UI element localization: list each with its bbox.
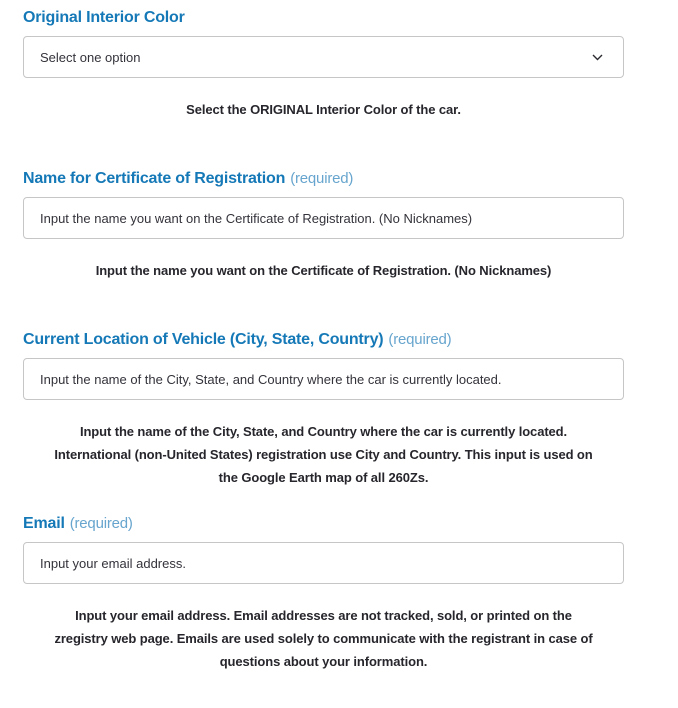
interior-color-select[interactable] (23, 36, 624, 78)
field-label-email (23, 513, 624, 534)
required-badge: (required) (69, 515, 133, 532)
field-help-email: Input your email address. Email addresses are not tracked, sold, or printed on the zregistry web page. Emails are used solely to communicate with the registrant in case of questions about your information. (54, 608, 593, 669)
field-label-text: Current Location of Vehicle (City, State, Country) (23, 331, 384, 348)
certificate-name-input[interactable] (23, 197, 624, 239)
email-input[interactable] (23, 542, 624, 584)
required-badge: (required) (388, 331, 452, 348)
registration-form (23, 0, 624, 673)
vehicle-location-input[interactable] (23, 358, 624, 400)
required-badge: (required) (290, 170, 354, 187)
field-original-interior-color (23, 7, 624, 144)
field-label-text: Name for Certificate of Registration (23, 170, 286, 187)
field-label-original-interior-color (23, 7, 624, 28)
field-certificate-name (23, 168, 624, 305)
select-current-value: Select one option (40, 49, 141, 65)
chevron-down-icon (592, 54, 603, 61)
field-label-vehicle-location (23, 329, 624, 350)
field-label-text: Original Interior Color (23, 9, 185, 26)
field-help-certificate-name: Input the name you want on the Certificate of Registration. (No Nicknames) (95, 263, 552, 278)
field-help-original-interior-color: Select the ORIGINAL Interior Color of the car. (186, 102, 461, 117)
field-email (23, 513, 624, 673)
field-help-vehicle-location: Input the name of the City, State, and Country where the car is currently located. International (non-United States) registration use City and Country. This input is used on the Google Earth map of all 260Zs. (54, 424, 593, 485)
field-label-certificate-name (23, 168, 624, 189)
field-vehicle-location (23, 329, 624, 489)
field-label-text: Email (23, 515, 65, 532)
